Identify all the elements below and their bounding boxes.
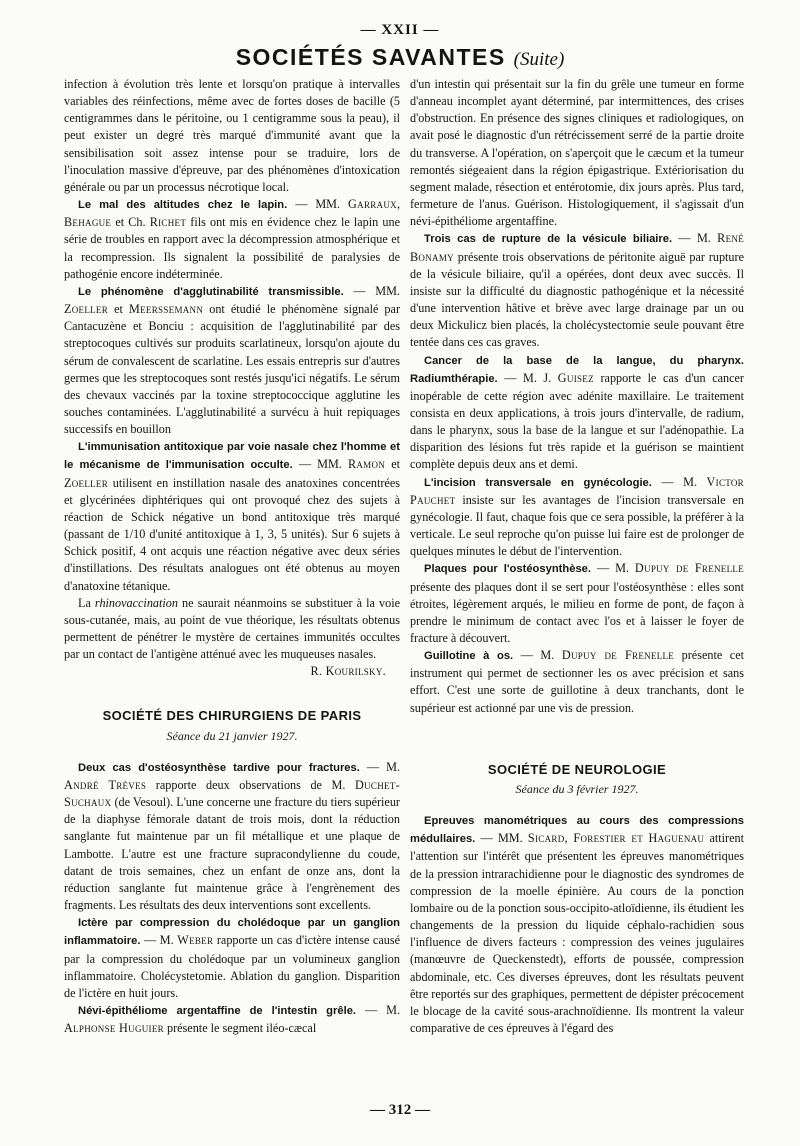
right-paragraph-7: Epreuves manométriques au cours des compressions médullaires. — MM. Sicard, Forestier et Haguenau attirent l'attention sur l'intérêt que présentent les épreuves manométriques de la pression intrarachidienne pour le diagnostic des syndromes de compression de la moelle épinière. Au cours de la ponction lombaire ou de la ponction sous-occipito-atloïdienne, ils étudient les changements de la pression du liquide céphalo-rachidien sous l'influence de divers facteurs : compression des veines jugulaires (manœuvre de Queckenstedt), efforts de poussée, compression abdominale, etc. Ces diverses épreuves, dont les résultats peuvent être reportés sur des graphiques, permettent de dépister précocement le blocage de la cavité sous-arachnoïdienne. Ils montrent la valeur comparative de ces épreuves à l'égard des xyxy=(410,815,745,1035)
right-paragraph-6: Guillotine à os. — M. Dupuy de Frenelle présente cet instrument qui permet de sectionner les os avec précision et sans effort. C'est une sorte de guillotine à deux tranchants, dont le supérieur est actionné par une vis de pression. xyxy=(410,648,744,715)
header-suite: (Suite) xyxy=(513,49,565,70)
article-title: Le phénomène d'agglutinabilité transmissible. xyxy=(78,285,344,298)
article-title: Névi-épithéliome argentaffine de l'intestin grêle. xyxy=(78,1004,357,1017)
left-paragraph-7: Ictère par compression du cholédoque par un ganglion inflammatoire. — M. Weber rapporte un cas d'ictère intense causé par la compression du cholédoque par un volumineux ganglion inflammatoire. Cholécystetomie. Ablation du ganglion. Disparition de l'ictère en huit jours. xyxy=(64,917,400,1000)
left-paragraph-3: Le phénomène d'agglutinabilité transmissible. — MM. Zoeller et Meerssemann ont étudié le phénomène signalé par Cantacuzène et Bonciu : acquisition de l'agglutinabilité par des streptocoques cultivés sur produits scarlatineux, lorsqu'on ajoute du sérum de convalescent de scarlatine. Les essais entrepris sur d'autres germes que les streptocoques sont restés jusqu'ici négatifs. Le sérum des chevaux vaccinés par la toxine streptococcique agglutine les souches contaminées. L'agglutinabilité a survécu à huit repiquages successifs en bouillon xyxy=(64,283,400,437)
author-name: Richet xyxy=(149,215,187,230)
left-column xyxy=(64,76,400,1037)
article-title: Ictère par compression du cholédoque par un ganglion inflammatoire. xyxy=(64,917,400,948)
article-title: L'immunisation antitoxique par voie nasale chez l'homme et le mécanisme de l'immunisation occulte. xyxy=(64,441,400,472)
right-paragraph-3: Cancer de la base de la langue, du pharynx. Radiumthérapie. — M. J. Guisez rapporte le cas d'un cancer inopérable de cette région avec adénite maxillaire. Le traitement consista en deux applications, à trois jours d'intervalle, de radium, dans le pharynx, sous la base de la langue et sur l'adénopathie. La disparition des lésions fut très rapide et la guérison se maintient complète depuis deux ans et demi. xyxy=(410,354,744,472)
italic-term: rhinovaccination xyxy=(94,595,178,610)
page-number: — 312 — xyxy=(370,1102,430,1118)
article-title: Plaques pour l'ostéosynthèse. xyxy=(424,563,591,576)
seance-date: Séance du 21 janvier 1927. xyxy=(166,728,298,743)
author-name: Victor Pauchet xyxy=(410,474,744,507)
author-name: Duchet-Suchaux xyxy=(64,777,400,810)
article-title: Cancer de la base de la langue, du pharynx. Radiumthérapie. xyxy=(410,354,744,385)
author-name: René Bonamy xyxy=(410,231,744,264)
author-name: Guisez xyxy=(557,370,594,385)
author-name: Zoeller xyxy=(64,475,109,490)
right-column xyxy=(410,76,744,1037)
right-paragraph-5: Plaques pour l'ostéosynthèse. — M. Dupuy de Frenelle présente des plaques dont il se sert pour l'ostéosynthèse : elles sont étroites, légèrement arqués, le milieu en forme de pont, de façon à prendre le minimum de contact avec l'os et à laisser le foyer de fracture à découvert. xyxy=(410,561,744,645)
author-name: Alphonse Huguier xyxy=(64,1021,164,1036)
author-name: Garraux xyxy=(348,197,397,212)
author-name: Dupuy de Frenelle xyxy=(561,648,675,663)
author-name: André Trèves xyxy=(64,777,147,792)
author-name: Zoeller xyxy=(64,302,109,317)
left-paragraph-1: infection à évolution très lente et lorsqu'on pratique à intervalles variables des réinfections, même avec de fortes doses de bacille (5 centigrammes dans le péritoine, ou 1 centigramme sous la peau), il peut exister un degré très marqué d'immunité avant que la sensibilisation soit assez intense pour se traduire, lors de l'inoculation massive d'épreuve, par des phénomènes d'intoxication générale ou par un processus nécrotique local. xyxy=(64,77,400,194)
author-name: Sicard, Forestier et Haguenau xyxy=(527,831,705,846)
section-heading-neurologie: SOCIÉTÉ DE NEUROLOGIE xyxy=(487,761,667,777)
author-name: Dupuy de Frenelle xyxy=(634,561,744,576)
article-title: Le mal des altitudes chez le lapin. xyxy=(78,199,288,212)
right-paragraph-4: L'incision transversale en gynécologie. — M. Victor Pauchet insiste sur les avantages de l'incision transversale en gynécologie. Il faut, chaque fois que ce sera possible, la préférer à la verticale. Le seul reproche qu'on puisse lui faire est de prolonger de quelques minutes le début de l'intervention. xyxy=(410,474,744,559)
left-paragraph-6: Deux cas d'ostéosynthèse tardive pour fractures. — M. André Trèves rapporte deux observations de M. Duchet-Suchaux (de Vesoul). L'une concerne une fracture du tiers supérieur de la diaphyse fémorale datant de trois mois, dont la réduction sanglante fut maintenue par un fil métallique et une plaque de Lambotte. L'autre est une fracture supracondylienne du coude, datant de trois semaines, chez un enfant de onze ans, dont la réduction sanglante fut maintenue grâce à l'engrènement des fragments. Les résultats des deux interventions sont excellents. xyxy=(64,759,400,913)
seance-date: Séance du 3 février 1927. xyxy=(515,781,639,796)
author-name: Weber xyxy=(177,933,214,948)
article-title: L'incision transversale en gynécologie. xyxy=(424,476,652,489)
right-paragraph-2: Trois cas de rupture de la vésicule biliaire. — M. René Bonamy présente trois observations de péritonite aiguë par rupture de la vésicule biliaire, qu'il a opérées, dont deux avec succès. Il insiste sur la difficulté du diagnostic pathogénique et la nécessité d'une intervention hâtive et brève avec large drainage par un ou deux Mickulicz bien placés, la cholécystectomie seule pouvant être tentée dans ces cas graves. xyxy=(410,231,744,350)
author-name: Meerssemann xyxy=(129,302,204,317)
article-title: Guillotine à os. xyxy=(424,650,514,663)
right-paragraph-1: d'un intestin qui présentait sur la fin du grêle une tumeur en forme d'anneau incomplet ayant déterminé, par intermittences, des crises d'obstruction. En présence des signes cliniques et radiologiques, on avait posé le diagnostic d'un rétrécissement serré de la partie droite du transverse. A l'opération, on s'aperçoit que le cæcum et la tumeur remontés siégeaient dans la région épigastrique. Extériorisation du segment malade, résection et entérotomie, dix jours après. Plus tard, fermeture de l'anus. Guérison. Histologiquement, il s'agissait d'un névi-épithéliome argentaffine. xyxy=(410,77,744,229)
signature: R. Kourilsky. xyxy=(310,664,386,679)
left-paragraph-2: Le mal des altitudes chez le lapin. — MM. Garraux, Behague et Ch. Richet fils ont mis en évidence chez le lapin une série de troubles en rapport avec la décompression atmosphérique et la recompression. Ils signalent la possibilité de paralysies de pathogénie encore indéterminée. xyxy=(64,197,400,281)
left-paragraph-4: L'immunisation antitoxique par voie nasale chez l'homme et le mécanisme de l'immunisation occulte. — MM. Ramon et Zoeller utilisent en instillation nasale des anatoxines concentrées et glycérinées diphtériques qui ont provoqué chez des sujets à réaction de Schick négative un bond antitoxique très marqué (passant de 1/10 d'unité antitoxique à 1, 3, 5 unités). Sur 6 sujets à Schick positif, 4 ont acquis une réaction négative avec deux séries d'instillations. Des résultats analogues ont été obtenus au moyen d'anatoxine tétanique. xyxy=(64,441,400,593)
article-title: Epreuves manométriques au cours des compressions médullaires. xyxy=(410,815,744,846)
page-header xyxy=(0,44,800,71)
roman-page-number: — XXII — xyxy=(360,22,440,38)
author-name: Behague xyxy=(64,215,112,230)
article-title: Deux cas d'ostéosynthèse tardive pour fractures. xyxy=(78,761,360,774)
article-title: Trois cas de rupture de la vésicule biliaire. xyxy=(424,233,673,246)
section-heading-chirurgiens: SOCIÉTÉ DES CHIRURGIENS DE PARIS xyxy=(102,708,362,724)
header-title: SOCIÉTÉS SAVANTES xyxy=(235,44,506,70)
left-paragraph-5: La rhinovaccination ne saurait néanmoins se substituer à la voie sous-cutanée, mais, au point de vue théorique, les résultats obtenus permettent de pénétrer le mystère de certaines immunités occultes par un contact de l'antigène atténué avec les muqueuses nasales. xyxy=(64,595,400,662)
left-paragraph-8: Névi-épithéliome argentaffine de l'intestin grêle. — M. Alphonse Huguier présente le segment iléo-cæcal xyxy=(64,1002,400,1036)
author-name: Ramon xyxy=(347,457,386,472)
